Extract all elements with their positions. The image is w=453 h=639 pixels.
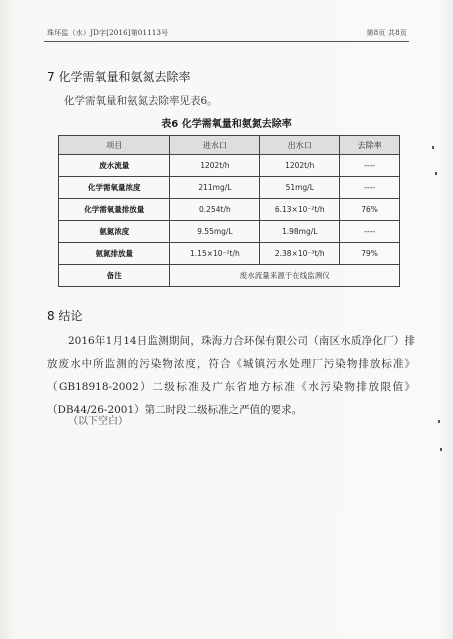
row-item: 氨氮排放量 — [59, 243, 170, 265]
row-item: 氨氮浓度 — [59, 221, 170, 243]
remark-text: 废水流量来源于在线监测仪 — [170, 265, 400, 287]
row-removal-rate: ---- — [340, 221, 400, 243]
row-outlet-value: 1202t/h — [260, 155, 340, 177]
row-item: 化学需氧量浓度 — [59, 177, 170, 199]
remark-label: 备注 — [59, 265, 170, 287]
section-8-conclusion-text: 2016年1月14日监测期间，珠海力合环保有限公司（南区水质净化厂）排放废水中所监测的污染物浓度，符合《城镇污水处理厂污染物排放标准》（GB18918-2002）二级标准及广东省地方标准《水污染物排放限值》（DB44/26-2001）第二时段二级标准之严值的要求。 — [47, 335, 415, 416]
table-row — [59, 243, 400, 265]
table-6 — [58, 135, 400, 287]
section-8-title: 8 结论 — [47, 309, 83, 323]
row-inlet-value: 1202t/h — [170, 155, 260, 177]
column-header-removal-rate: 去除率 — [340, 136, 400, 155]
table-row — [59, 155, 400, 177]
scan-speck — [438, 420, 440, 423]
column-header-inlet: 进水口 — [170, 136, 260, 155]
row-item: 化学需氧量排放量 — [59, 199, 170, 221]
scan-speck — [440, 448, 442, 451]
row-inlet-value: 1.15×10⁻²t/h — [170, 243, 260, 265]
row-outlet-value: 2.38×10⁻³t/h — [260, 243, 340, 265]
header-page-number: 第8页 共8页 — [366, 29, 407, 37]
table-row — [59, 221, 400, 243]
section-7-title: 7 化学需氧量和氨氮去除率 — [47, 70, 191, 84]
column-header-item: 项目 — [59, 136, 170, 155]
row-removal-rate: ---- — [340, 177, 400, 199]
table-row — [59, 177, 400, 199]
row-outlet-value: 1.98mg/L — [260, 221, 340, 243]
table-6-caption: 表6 化学需氧量和氨氮去除率 — [161, 119, 292, 130]
row-outlet-value: 6.13×10⁻²t/h — [260, 199, 340, 221]
blank-below-note: （以下空白） — [68, 416, 128, 427]
section-7-text: 化学需氧量和氨氮去除率见表6。 — [64, 95, 218, 107]
scan-speck — [435, 172, 437, 175]
row-inlet-value: 0.254t/h — [170, 199, 260, 221]
row-removal-rate: 79% — [340, 243, 400, 265]
table-remark-row — [59, 265, 400, 287]
row-outlet-value: 51mg/L — [260, 177, 340, 199]
table-row — [59, 199, 400, 221]
row-item: 废水流量 — [59, 155, 170, 177]
scan-speck — [432, 146, 434, 149]
header-rule — [44, 41, 409, 42]
column-header-outlet: 出水口 — [260, 136, 340, 155]
header-doc-number: 珠环监（水）JD字[2016]第01113号 — [47, 29, 169, 37]
row-removal-rate: 76% — [340, 199, 400, 221]
row-inlet-value: 211mg/L — [170, 177, 260, 199]
row-inlet-value: 9.55mg/L — [170, 221, 260, 243]
table-header-row — [59, 136, 400, 155]
row-removal-rate: ---- — [340, 155, 400, 177]
